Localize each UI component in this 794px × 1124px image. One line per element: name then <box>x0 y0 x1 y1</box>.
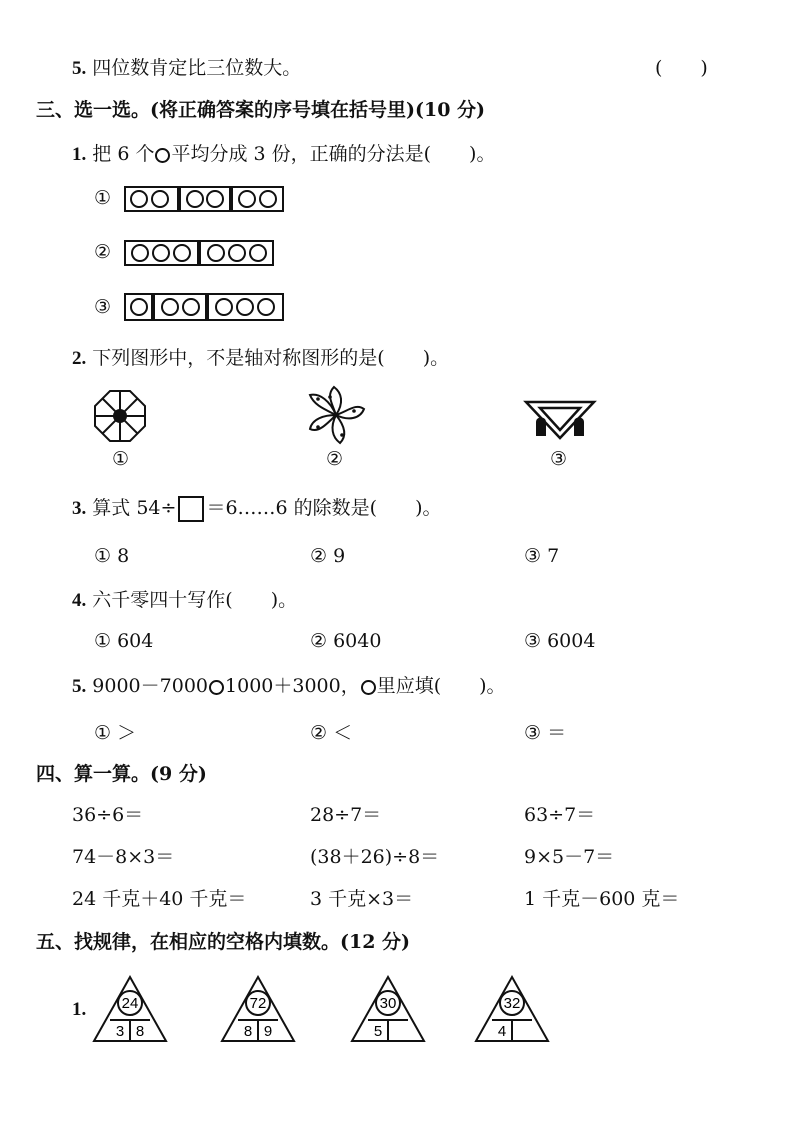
circle-icon <box>209 680 224 695</box>
prev-item-5: 5. 四位数肯定比三位数大。 <box>72 57 302 79</box>
divisor-box[interactable] <box>178 496 204 522</box>
triangle-3-left: 5 <box>373 1023 383 1040</box>
triangle-2-left: 8 <box>243 1023 253 1040</box>
section-5-title: 五、找规律，在相应的空格内填数。(12 分) <box>36 931 411 953</box>
calc-3-3: 1 千克－600 克＝ <box>524 888 680 910</box>
q3-4-option-1: ① 604 <box>94 630 154 652</box>
q3-5-option-1: ① ＞ <box>94 722 137 744</box>
number-triangle-3 <box>350 975 426 1043</box>
q3-3-option-3: ③ 7 <box>524 545 560 567</box>
q3-5-option-3: ③ ＝ <box>524 722 567 744</box>
octagon-figure <box>92 388 148 444</box>
q5-1-number: 1. <box>72 999 87 1020</box>
circle-icon <box>361 680 376 695</box>
q3-3-option-2: ② 9 <box>310 545 346 567</box>
q3-4: 4. 六千零四十写作( )。 <box>72 589 298 611</box>
q3-1-option-2-label: ② <box>94 241 112 263</box>
triangle-1-right: 8 <box>135 1023 145 1040</box>
number-triangle-2 <box>220 975 296 1043</box>
calc-2-2: (38＋26)÷8＝ <box>310 846 440 868</box>
q3-5: 5. 9000－7000 1000＋3000， 里应填( )。 <box>72 675 506 697</box>
triangle-2-top: 72 <box>249 995 267 1012</box>
section-4-title: 四、算一算。(9 分) <box>36 763 207 785</box>
calc-2-1: 74－8×3＝ <box>72 846 175 868</box>
q3-3-option-1: ① 8 <box>94 545 130 567</box>
section-3-title: 三、选一选。(将正确答案的序号填在括号里)(10 分) <box>36 99 486 121</box>
q3-1-option-1-label: ① <box>94 187 112 209</box>
calc-1-2: 28÷7＝ <box>310 804 382 826</box>
q3-2-label-1: ① <box>112 448 130 470</box>
q3-4-option-3: ③ 6004 <box>524 630 596 652</box>
q3-4-option-2: ② 6040 <box>310 630 382 652</box>
triangle-figure <box>522 398 598 444</box>
triangle-3-top: 30 <box>379 995 397 1012</box>
flower-figure <box>304 385 368 445</box>
q3-5-option-2: ② ＜ <box>310 722 353 744</box>
calc-3-1: 24 千克＋40 千克＝ <box>72 888 247 910</box>
number-triangle-4 <box>474 975 550 1043</box>
calc-3-2: 3 千克×3＝ <box>310 888 414 910</box>
calc-1-1: 36÷6＝ <box>72 804 144 826</box>
option-1-figure <box>124 185 284 213</box>
circle-icon <box>155 148 170 163</box>
triangle-4-left: 4 <box>497 1023 507 1040</box>
q3-2-label-2: ② <box>326 448 344 470</box>
option-2-figure <box>124 239 274 267</box>
answer-blank[interactable]: ( ) <box>655 57 708 79</box>
option-3-figure <box>124 292 284 322</box>
triangle-4-top: 32 <box>503 995 521 1012</box>
triangle-1-top: 24 <box>121 995 139 1012</box>
triangle-2-right: 9 <box>263 1023 273 1040</box>
calc-1-3: 63÷7＝ <box>524 804 596 826</box>
q3-3: 3. 算式 54÷ ＝6……6 的除数是( )。 <box>72 496 441 522</box>
q3-1-option-3-label: ③ <box>94 296 112 318</box>
triangle-1-left: 3 <box>115 1023 125 1040</box>
q3-2-label-3: ③ <box>550 448 568 470</box>
number-triangle-1 <box>92 975 168 1043</box>
q3-2: 2. 下列图形中，不是轴对称图形的是( )。 <box>72 347 450 369</box>
calc-2-3: 9×5－7＝ <box>524 846 615 868</box>
q3-1: 1. 把 6 个 平均分成 3 份，正确的分法是( )。 <box>72 143 496 165</box>
